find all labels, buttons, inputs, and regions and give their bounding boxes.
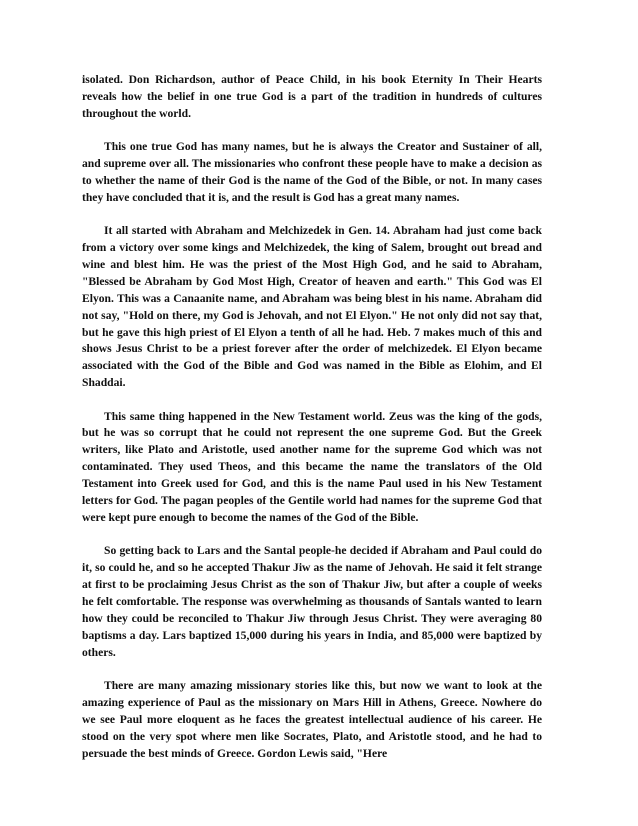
document-body: [82, 72, 542, 779]
paragraph-abraham-melchizedek: It all started with Abraham and Melchizedek in Gen. 14. Abraham had just come back from a victory over some kings and Melchizedek, the king of Salem, brought out bread and wine and blest him. He was the priest of the Most High God, and he said to Abraham, "Blessed be Abraham by God Most High, Creator of heaven and earth." This God was El Elyon. This was a Canaanite name, and Abraham was being blest in his name. Abraham did not say, "Hold on there, my God is Jehovah, and not El Elyon." He not only did not say that, but he gave this high priest of El Elyon a tenth of all he had. Heb. 7 makes much of this and shows Jesus Christ to be a priest forever after the order of melchizedek. El Elyon became associated with the God of the Bible and God was named in the Bible as Elohim, and El Shaddai.: [82, 224, 542, 390]
paragraph-new-testament: This same thing happened in the New Testament world. Zeus was the king of the gods, but he was so corrupt that he could not represent the one supreme God. But the Greek writers, like Plato and Aristotle, used another name for the supreme God which was not contaminated. They used Theos, and this became the name the translators of the Old Testament into Greek used for God, and this is the name Paul used in his New Testament letters for God. The pagan peoples of the Gentile world had names for the supreme God that were kept pure enough to become the names of the God of the Bible.: [82, 409, 542, 525]
paragraph-one-true-god: This one true God has many names, but he is always the Creator and Sustainer of all, and supreme over all. The missionaries who confront these people have to make a decision as to whether the name of their God is the name of the God of the Bible, or not. In many cases they have concluded that it is, and the result is God has a great many names.: [82, 140, 542, 204]
paragraph-mars-hill: There are many amazing missionary stories like this, but now we want to look at the amazing experience of Paul as the missionary on Mars Hill in Athens, Greece. Nowhere do we see Paul more eloquent as he faces the greatest intellectual audience of his career. He stood on the very spot where men like Socrates, Plato, and Aristotle stood, and he had to persuade the best minds of Greece. Gordon Lewis said, "Here: [82, 679, 542, 760]
paragraph-lars-santal: So getting back to Lars and the Santal people-he decided if Abraham and Paul could do it, so could he, and so he accepted Thakur Jiw as the name of Jehovah. He said it felt strange at first to be proclaiming Jesus Christ as the son of Thakur Jiw, but after a couple of weeks he felt comfortable. The response was overwhelming as thousands of Santals wanted to learn how they could be reconciled to Thakur Jiw through Jesus Christ. They were averaging 80 baptisms a day. Lars baptized 15,000 during his years in India, and 85,000 were baptized by others.: [82, 544, 542, 659]
paragraph-continued: isolated. Don Richardson, author of Peace Child, in his book Eternity In Their Hearts reveals how the belief in one true God is a part of the tradition in hundreds of cultures throughout the world.: [82, 73, 542, 120]
